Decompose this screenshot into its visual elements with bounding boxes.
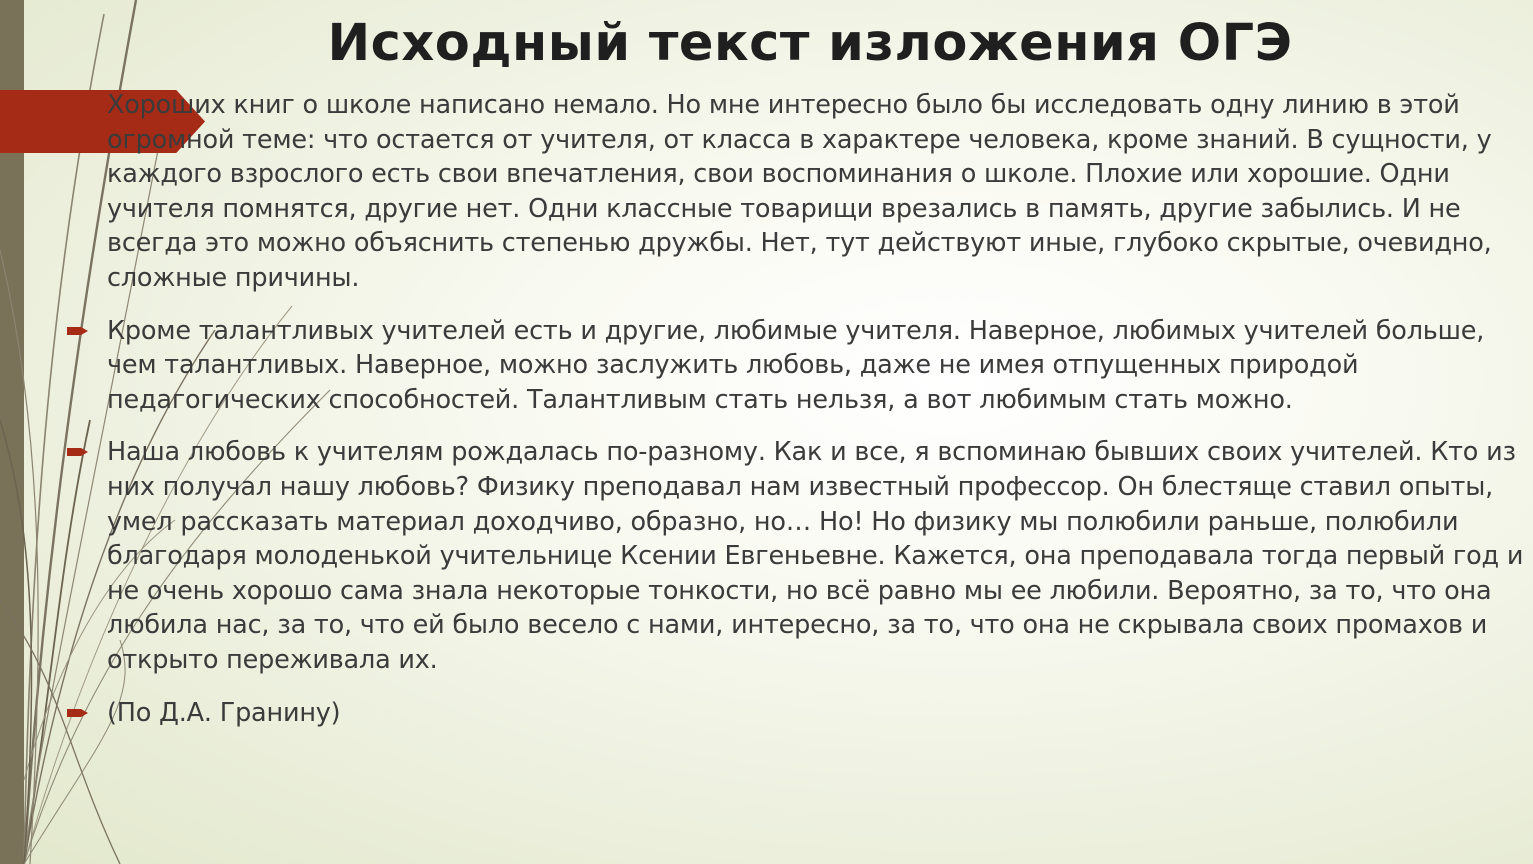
paragraph-4-source [62,696,1524,731]
arrow-bullet-icon [67,326,89,336]
arrow-bullet-icon [67,447,89,457]
arrow-bullet-icon [67,100,89,110]
paragraph-1 [62,88,1524,296]
slide-body [62,88,1524,748]
paragraph-2 [62,314,1524,418]
paragraph-2-text: Кроме талантливых учителей есть и другие, любимые учителя. Наверное, любимых учителей больше, чем талантливых. Наверное, можно заслужить любовь, даже не имея отпущенных природой педагогических способностей. Талантливым стать нельзя, а вот любимым стать можно. [107,315,1485,415]
paragraph-1-text: Хороших книг о школе написано немало. Но мне интересно было бы исследовать одну линию в этой огромной теме: что остается от учителя, от класса в характере человека, кроме знаний. В сущности, у каждого взрослого есть свои впечатления, свои воспоминания о школе. Плохие или хорошие. Одни учителя помнятся, другие нет. Одни классные товарищи врезались в память, другие забылись. И не всегда это можно объяснить степенью дружбы. Нет, тут действуют иные, глубоко скрытые, очевидно, сложные причины. [107,90,1492,293]
source-attribution: (По Д.А. Гранину) [107,697,341,728]
arrow-bullet-icon [67,708,89,718]
paragraph-3 [62,435,1524,677]
slide-title: Исходный текст изложения ОГЭ [327,14,1293,73]
paragraph-3-text: Наша любовь к учителям рождалась по-разному. Как и все, я вспоминаю бывших своих учителей. Кто из них получал нашу любовь? Физику преподавал нам известный профессор. Он блестяще ставил опыты, умел рассказать материал доходчиво, образно, но… Но! Но физику мы полюбили раньше, полюбили благодаря молоденькой учительнице Ксении Евгеньевне. Кажется, она преподавала тогда первый год и не очень хорошо сама знала некоторые тонкости, но всё равно мы ее любили. Вероятно, за то, что она любила нас, за то, что ей было весело с нами, интересно, за то, что она не скрывала своих промахов и открыто переживала их. [107,437,1524,675]
